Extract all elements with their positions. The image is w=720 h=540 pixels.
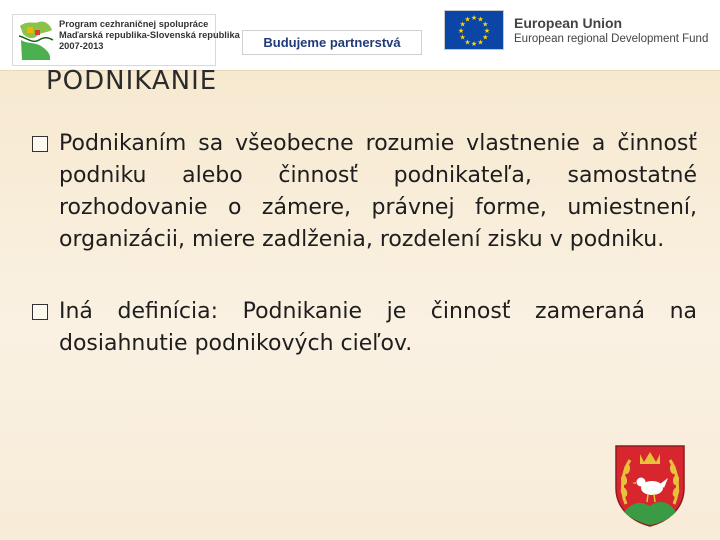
- cross-border-map-icon: [17, 18, 55, 62]
- svg-text:★: ★: [464, 15, 471, 24]
- svg-text:★: ★: [457, 27, 465, 35]
- program-logo: [12, 14, 240, 66]
- checkbox-bullet-icon: [32, 304, 48, 320]
- eu-subtitle: European regional Development Fund: [514, 33, 709, 45]
- eu-flag-icon: [444, 10, 504, 50]
- list-item: [32, 296, 697, 360]
- eu-title: European Union: [514, 15, 623, 31]
- svg-text:★: ★: [477, 38, 484, 47]
- svg-text:★: ★: [464, 38, 471, 47]
- svg-text:★: ★: [459, 33, 466, 42]
- svg-text:★: ★: [477, 15, 484, 24]
- program-logo-line: Maďarská republika-Slovenská republika: [59, 30, 240, 40]
- svg-text:★: ★: [470, 40, 478, 48]
- bullet-text: Podnikaním sa všeobecne rozumie vlastnenie a činnosť podniku alebo činnosť podnikateľa, samostatné rozhodovanie o zámere, právnej forme, umiestnení, organizácii, miere zadlženia, rozdelení zisku v podniku.: [59, 131, 697, 252]
- svg-text:★: ★: [459, 20, 466, 29]
- svg-text:★: ★: [482, 33, 489, 42]
- slide-title: PODNIKANIE: [46, 66, 218, 96]
- eu-label: [514, 14, 708, 46]
- svg-text:★: ★: [482, 20, 489, 29]
- bullet-text: Iná definícia: Podnikanie je činnosť zameraná na dosiahnutie podnikových cieľov.: [59, 299, 697, 356]
- list-item: [32, 128, 697, 256]
- partner-badge: Budujeme partnerstvá: [242, 30, 422, 55]
- program-logo-text: [59, 19, 240, 52]
- checkbox-bullet-icon: [32, 136, 48, 152]
- svg-text:★: ★: [483, 27, 491, 35]
- program-logo-line: 2007-2013: [59, 41, 104, 51]
- program-logo-line: Program cezhraničnej spolupráce: [59, 19, 209, 29]
- coat-of-arms-icon: [612, 442, 688, 528]
- svg-text:★: ★: [470, 14, 478, 22]
- eu-stars-icon: [445, 11, 503, 49]
- bullet-list: [32, 128, 697, 360]
